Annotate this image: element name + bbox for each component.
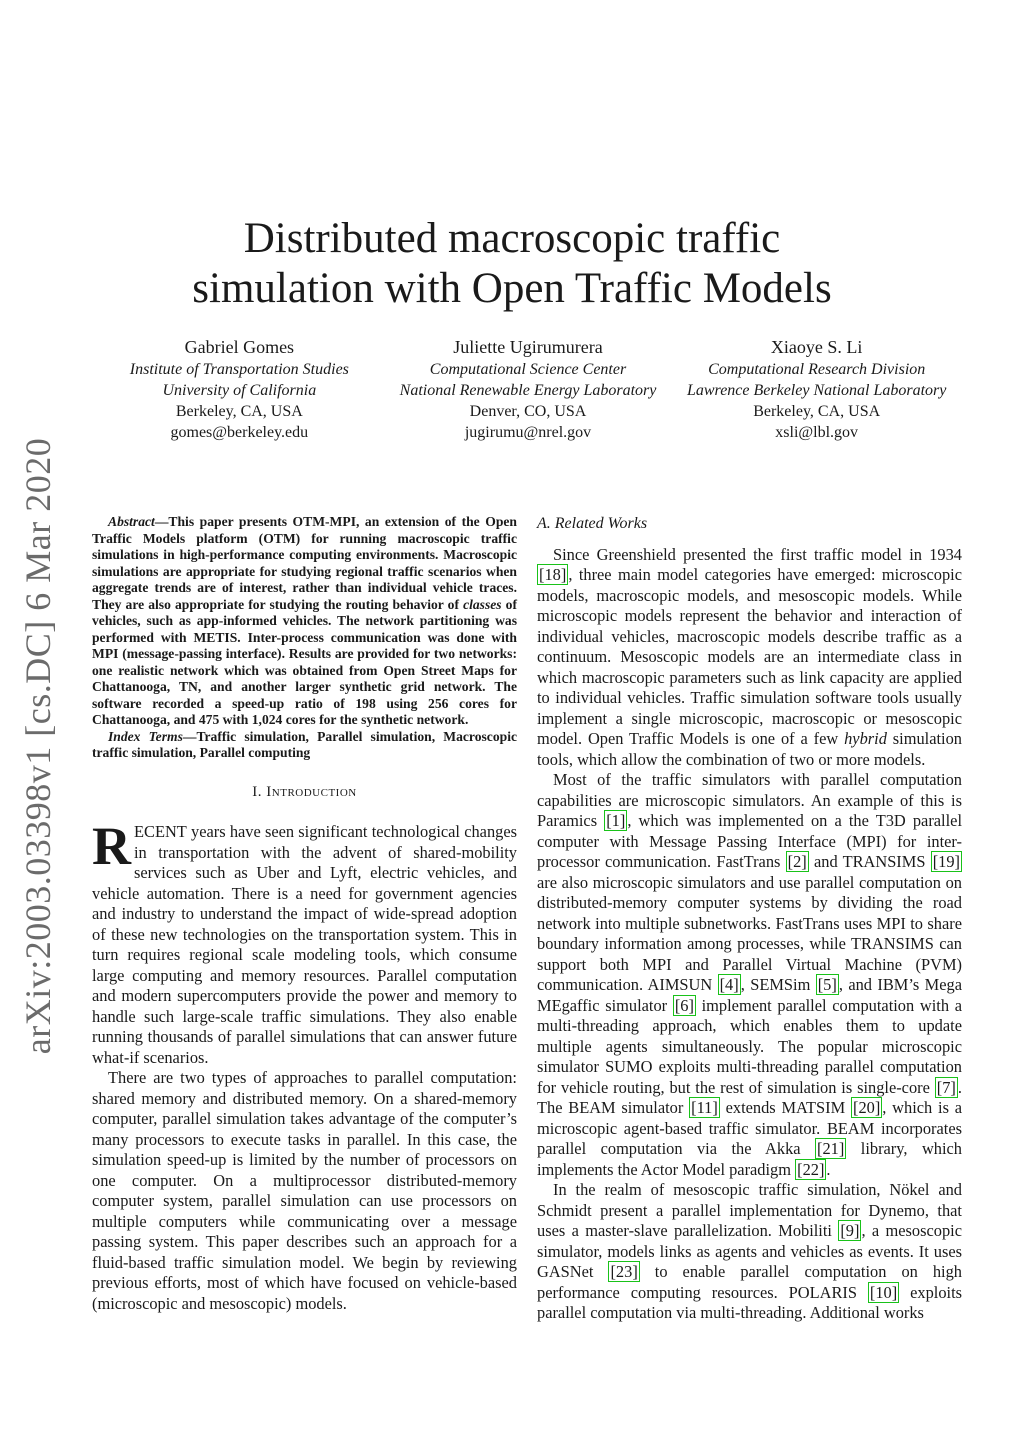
intro-paragraph-2: There are two types of approaches to parallel computation: shared memory and distributed memory. On a shared-memory computer, parallel simulation takes advantage of the computer’s many processors to execute tasks in parallel. In this case, the simulation speed-up is limited by the number of processors on one computer. On a multiprocessor distributed-memory computer system, parallel simulation can use processors on multiple computers while communicating over a message passing system. This paper describes such an approach for a fluid-based traffic simulation model. We begin by reviewing previous efforts, most of which have focused on vehicle-based (microscopic and mesoscopic) models. [92, 1068, 517, 1313]
author-affiliation: Computational Research Division [708, 361, 926, 378]
intro-paragraph-1 [92, 816, 517, 1068]
author-email[interactable]: gomes@berkeley.edu [170, 424, 309, 441]
author-location: Berkeley, CA, USA [753, 403, 881, 420]
text-run: Since Greenshield presented the first traffic model in 1934 [553, 544, 962, 564]
abstract-text-1: —This paper presents OTM-MPI, an extension of the Open Traffic Models platform (OTM) for running macroscopic traffic simulations in high-performance computing environments. Macroscopic simulations are appropriate for studying regional traffic scenarios when aggregate trends are of interest, rather than individual vehicle traces. They are also appropriate for studying the routing behavior of [92, 514, 517, 612]
author-institution: National Renewable Energy Laboratory [399, 382, 657, 399]
title-line-2: simulation with Open Traffic Models [192, 265, 832, 312]
abstract-lead: Abstract [108, 514, 155, 529]
intro-p1-text: years have seen significant technological changes in transportation with the advent of shared-mobility services such as Uber and Lyft, electric vehicles, and vehicle automation. There is a need for government agencies and industry to understand the impact of wide-spread adoption of these new technologies on the transportation system. This in turn requires regional scale modeling tools, which consume large computing and memory resources. Parallel computation and modern supercomputers provide the power and memory to handle such large-scale traffic simulations. They also enable running thousands of parallel simulations that can answer future what-if scenarios. [92, 822, 517, 1067]
arxiv-side-stamp: arXiv:2003.03398v1 [cs.DC] 6 Mar 2020 [18, 437, 58, 1055]
section-title: Introduction [266, 783, 357, 800]
text-run: . [826, 1159, 831, 1179]
title-line-1: Distributed macroscopic traffic [243, 215, 781, 262]
index-terms-text: —Traffic simulation, Parallel simulation, Macroscopic traffic simulation, Parallel computing [92, 728, 518, 760]
index-terms [92, 729, 517, 762]
related-paragraph-3 [537, 1180, 962, 1324]
citation-link[interactable]: [20] [852, 1098, 881, 1117]
citation-link[interactable]: [19] [932, 852, 960, 871]
emphasis-hybrid: hybrid [844, 729, 887, 748]
drop-cap: R [92, 816, 131, 876]
text-run: . The BEAM simulator [537, 1077, 962, 1117]
text-run: , SEMSim [740, 975, 816, 994]
text-run: and TRANSIMS [808, 852, 931, 871]
citation-link[interactable]: [5] [817, 975, 837, 994]
author-location: Berkeley, CA, USA [175, 403, 303, 420]
author-name: Gabriel Gomes [184, 337, 295, 357]
text-run: are also microscopic simulators and use parallel computation on distributed-memory computer systems by dividing the road network into multiple subnetworks. FastTrans uses MPI to share boundary information among processes, while TRANSIMS can support both MPI and Parallel Virtual Machine (PVM) communication. AIMSUN [537, 872, 962, 994]
citation-link[interactable]: [9] [840, 1221, 860, 1240]
abstract-text-2: of vehicles, such as app-informed vehicles. The network partitioning was performed with METIS. Inter-process communication was done with MPI (message-passing interface). Results are provided for two networks: one realistic network which was obtained from Open Street Maps for Chattanooga, TN, and another larger synthetic grid network. The software recorded a speed-up ratio of 198 using 256 cores for Chattanooga, and 475 with 1,024 cores for the synthetic network. [92, 596, 517, 727]
text-run: , three main model categories have emerged: microscopic models, macroscopic models, and mesoscopic models. While microscopic models represent the behavior and interaction of individual vehicles, macroscopic models describe traffic as a continuum. Mesoscopic models are an intermediate class in which macroscopic parameters such as link capacity are applied to individual vehicles. Traffic simulation software tools usually implement a single microscopic, macroscopic or mesoscopic model. Open Traffic Models is one of a few [537, 565, 962, 748]
author-affiliation: Institute of Transportation Studies [129, 361, 349, 378]
subsection-heading-related-works: A. Related Works [537, 515, 648, 532]
text-run: In the realm of mesoscopic traffic simulation, Nökel and Schmidt present a parallel implementation for Dynemo, that uses a master-slave parallelization. Mobiliti [537, 1180, 962, 1240]
citation-link[interactable]: [1] [606, 811, 626, 830]
text-run: exploits parallel computation via multi-threading. Additional works [537, 1282, 963, 1322]
first-word-caps: ECENT [134, 822, 187, 841]
citation-link[interactable]: [23] [610, 1262, 638, 1281]
author-name: Xiaoye S. Li [770, 337, 863, 357]
author-affiliation: Computational Science Center [429, 361, 627, 378]
index-terms-lead: Index Terms [108, 728, 183, 744]
author-1 [95, 335, 384, 443]
author-2 [384, 335, 673, 443]
citation-link[interactable]: [4] [719, 975, 739, 994]
text-run: to enable parallel computation on high performance computing resources. POLARIS [537, 1262, 962, 1302]
abstract [92, 514, 517, 729]
text-run: , a mesoscopic simulator, models links as agents and vehicles as events. It uses GASNet [537, 1221, 962, 1281]
related-paragraph-1 [537, 545, 962, 771]
author-institution: University of California [162, 382, 317, 399]
citation-link[interactable]: [18] [539, 565, 567, 584]
text-run: simulation tools, which allow the combination of two or more models. [537, 729, 962, 769]
citation-link[interactable]: [7] [936, 1077, 956, 1097]
text-run: extends MATSIM [719, 1098, 851, 1117]
citation-link[interactable]: [10] [869, 1282, 898, 1302]
author-location: Denver, CO, USA [469, 403, 587, 420]
paper-title [112, 214, 912, 314]
text-run: , and IBM’s Mega MEgaffic simulator [537, 975, 962, 1015]
author-email[interactable]: jugirumu@nrel.gov [464, 424, 592, 441]
text-run: , which is a microscopic agent-based traffic simulator. BEAM incorporates parallel computation via the Akka [537, 1098, 963, 1158]
author-institution: Lawrence Berkeley National Laboratory [686, 382, 947, 399]
text-run: library, which implements the Actor Model paradigm [537, 1139, 962, 1179]
author-email[interactable]: xsli@lbl.gov [775, 424, 859, 441]
abstract-emphasis: classes [463, 596, 502, 612]
citation-link[interactable]: [6] [674, 995, 694, 1015]
citation-link[interactable]: [21] [817, 1139, 845, 1158]
author-3 [672, 335, 961, 443]
author-name: Juliette Ugirumurera [453, 337, 603, 357]
citation-link[interactable]: [11] [691, 1098, 718, 1117]
related-paragraph-2 [537, 770, 962, 1180]
section-number: I. [252, 783, 267, 800]
left-column [92, 514, 517, 1314]
text-run: , which was implemented on a the T3D parallel computer with Message Passing Interface (MPI) for inter-processor communication. FastTrans [537, 811, 962, 871]
text-run: implement parallel computation with a multi-threading approach, which enables them to update multiple agents simultaneously. The popular microscopic simulator SUMO exploits multi-threading parallel computation for vehicle routing, but the rest of simulation is single-core [537, 995, 962, 1097]
text-run: Most of the traffic simulators with parallel computation capabilities are microscopic simulators. An example of this is Paramics [537, 770, 962, 830]
citation-link[interactable]: [2] [787, 852, 807, 871]
author-block [95, 335, 961, 443]
citation-link[interactable]: [22] [797, 1159, 825, 1179]
section-heading-introduction [92, 782, 517, 803]
right-column [537, 514, 962, 1324]
